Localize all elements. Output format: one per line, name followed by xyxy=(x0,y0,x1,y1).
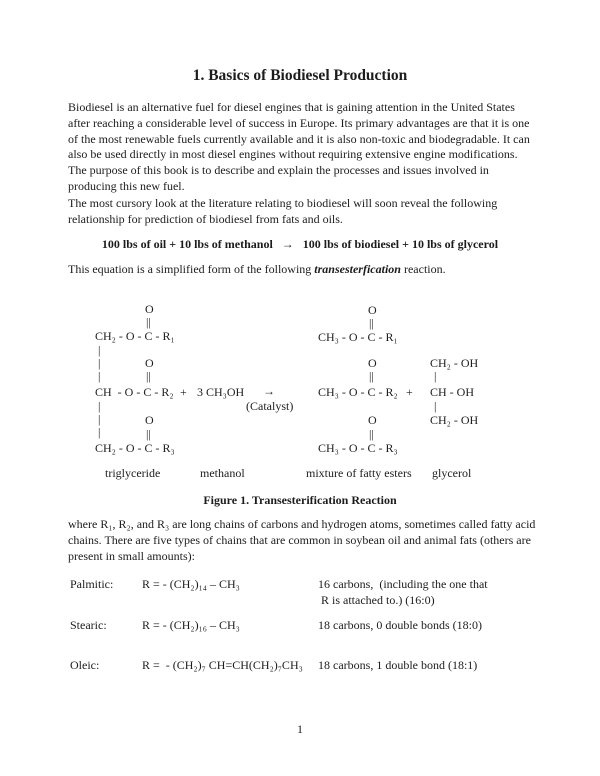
single-bond: | xyxy=(98,356,101,370)
text-line: 18 carbons, 0 double bonds (18:0) xyxy=(318,618,482,632)
fatty-acid-formula: R = - (CH₂)₇ CH=CH(CH₂)₇CH₃ xyxy=(142,658,303,672)
ester-chain-2: CH₃ - O - C - R₂ xyxy=(318,385,398,399)
carbonyl-oxygen: O xyxy=(145,302,154,316)
fatty-acid-description xyxy=(318,577,488,608)
glycerol-top: CH₂ - OH xyxy=(430,356,479,370)
text-line: The most cursory look at the literature relating to biodiesel will soon reveal the following xyxy=(68,196,498,210)
double-bond: || xyxy=(369,369,374,383)
glycerol-middle: CH - OH xyxy=(430,385,474,399)
single-bond: | xyxy=(434,399,437,413)
double-bond: || xyxy=(369,316,374,330)
double-bond: || xyxy=(146,315,151,329)
carbonyl-oxygen: O xyxy=(145,413,154,427)
text-line: 18 carbons, 1 double bond (18:1) xyxy=(318,658,478,672)
fatty-acid-name: Palmitic: xyxy=(70,577,114,591)
mass-balance-equation: 100 lbs of oil + 10 lbs of methanol → 100 lbs of biodiesel + 10 lbs of glycerol xyxy=(101,237,499,251)
text-line: after reaching a considerable level of success in Europe. Its primary advantages are that it is one xyxy=(68,115,530,130)
text-line: Biodiesel is an alternative fuel for diesel engines that is gaining attention in the United States xyxy=(68,100,515,114)
carbonyl-oxygen: O xyxy=(145,356,154,370)
label-triglyceride: triglyceride xyxy=(105,466,161,480)
triglyceride-chain-2: CH - O - C - R₂ xyxy=(95,385,174,399)
triglyceride-chain-3: CH₂ - O - C - R₃ xyxy=(95,441,175,455)
methanol-formula: 3 CH₃OH xyxy=(197,385,245,399)
fatty-acid-formula: R = - (CH₂)₁₄ – CH₃ xyxy=(142,577,240,591)
text-line: The purpose of this book is to describe and explain the processes and issues involved in xyxy=(68,163,489,178)
text-line: 16 carbons, (including the one that xyxy=(318,577,488,591)
catalyst-label: (Catalyst) xyxy=(246,399,294,413)
page-number: 1 xyxy=(297,722,303,736)
paragraph-simplified-suffix: reaction. xyxy=(400,262,446,276)
reaction-arrow: → xyxy=(263,384,275,398)
fatty-acid-name: Oleic: xyxy=(70,658,100,672)
figure-caption: Figure 1. Transesterification Reaction xyxy=(203,493,397,507)
single-bond: | xyxy=(434,369,437,383)
paragraph-chains xyxy=(68,517,535,564)
double-bond: || xyxy=(369,427,374,441)
carbonyl-oxygen: O xyxy=(368,413,377,427)
transesterfication-term: transesterfication xyxy=(314,262,401,276)
double-bond: || xyxy=(146,427,151,441)
plus-sign: + xyxy=(180,385,187,399)
glycerol-bottom: CH₂ - OH xyxy=(430,413,479,427)
text-line: also be used directly in most diesel engines without requiring extensive engine modifications. xyxy=(68,147,518,162)
label-glycerol: glycerol xyxy=(432,466,472,480)
text-line: present in small amounts): xyxy=(68,548,195,563)
text-line: relationship for prediction of biodiesel from fats and oils. xyxy=(68,211,343,226)
ester-chain-3: CH₃ - O - C - R₃ xyxy=(318,441,398,455)
single-bond: | xyxy=(98,399,101,413)
label-methanol: methanol xyxy=(200,466,245,480)
double-bond: || xyxy=(146,369,151,383)
label-fatty-esters: mixture of fatty esters xyxy=(306,466,412,480)
paragraph-simplified-prefix: This equation is a simplified form of the following xyxy=(68,262,315,276)
single-bond: | xyxy=(98,369,101,383)
text-line: producing this new fuel. xyxy=(68,178,185,193)
page-title: 1. Basics of Biodiesel Production xyxy=(192,67,408,84)
text-line: chains. There are five types of chains that are common in soybean oil and animal fats (others are xyxy=(68,532,531,547)
fatty-acid-description xyxy=(318,618,482,634)
fatty-acid-name: Stearic: xyxy=(70,618,107,632)
carbonyl-oxygen: O xyxy=(368,356,377,370)
text-line: where R₁, R₂, and R₃ are long chains of carbons and hydrogen atoms, sometimes called fatty acid xyxy=(68,517,536,531)
text-line: of the most renewable fuels currently available and it is also non-toxic and biodegradable. It can xyxy=(68,131,530,146)
plus-sign: + xyxy=(406,385,413,399)
text-line: R is attached to.) (16:0) xyxy=(321,592,435,607)
carbonyl-oxygen: O xyxy=(368,303,377,317)
single-bond: | xyxy=(98,412,101,426)
fatty-acid-formula: R = - (CH₂)₁₆ – CH₃ xyxy=(142,618,240,632)
fatty-acid-description xyxy=(318,658,477,674)
triglyceride-chain-1: CH₂ - O - C - R₁ xyxy=(95,329,175,343)
single-bond: | xyxy=(98,425,101,439)
ester-chain-1: CH₃ - O - C - R₁ xyxy=(318,330,398,344)
single-bond: | xyxy=(98,343,101,357)
